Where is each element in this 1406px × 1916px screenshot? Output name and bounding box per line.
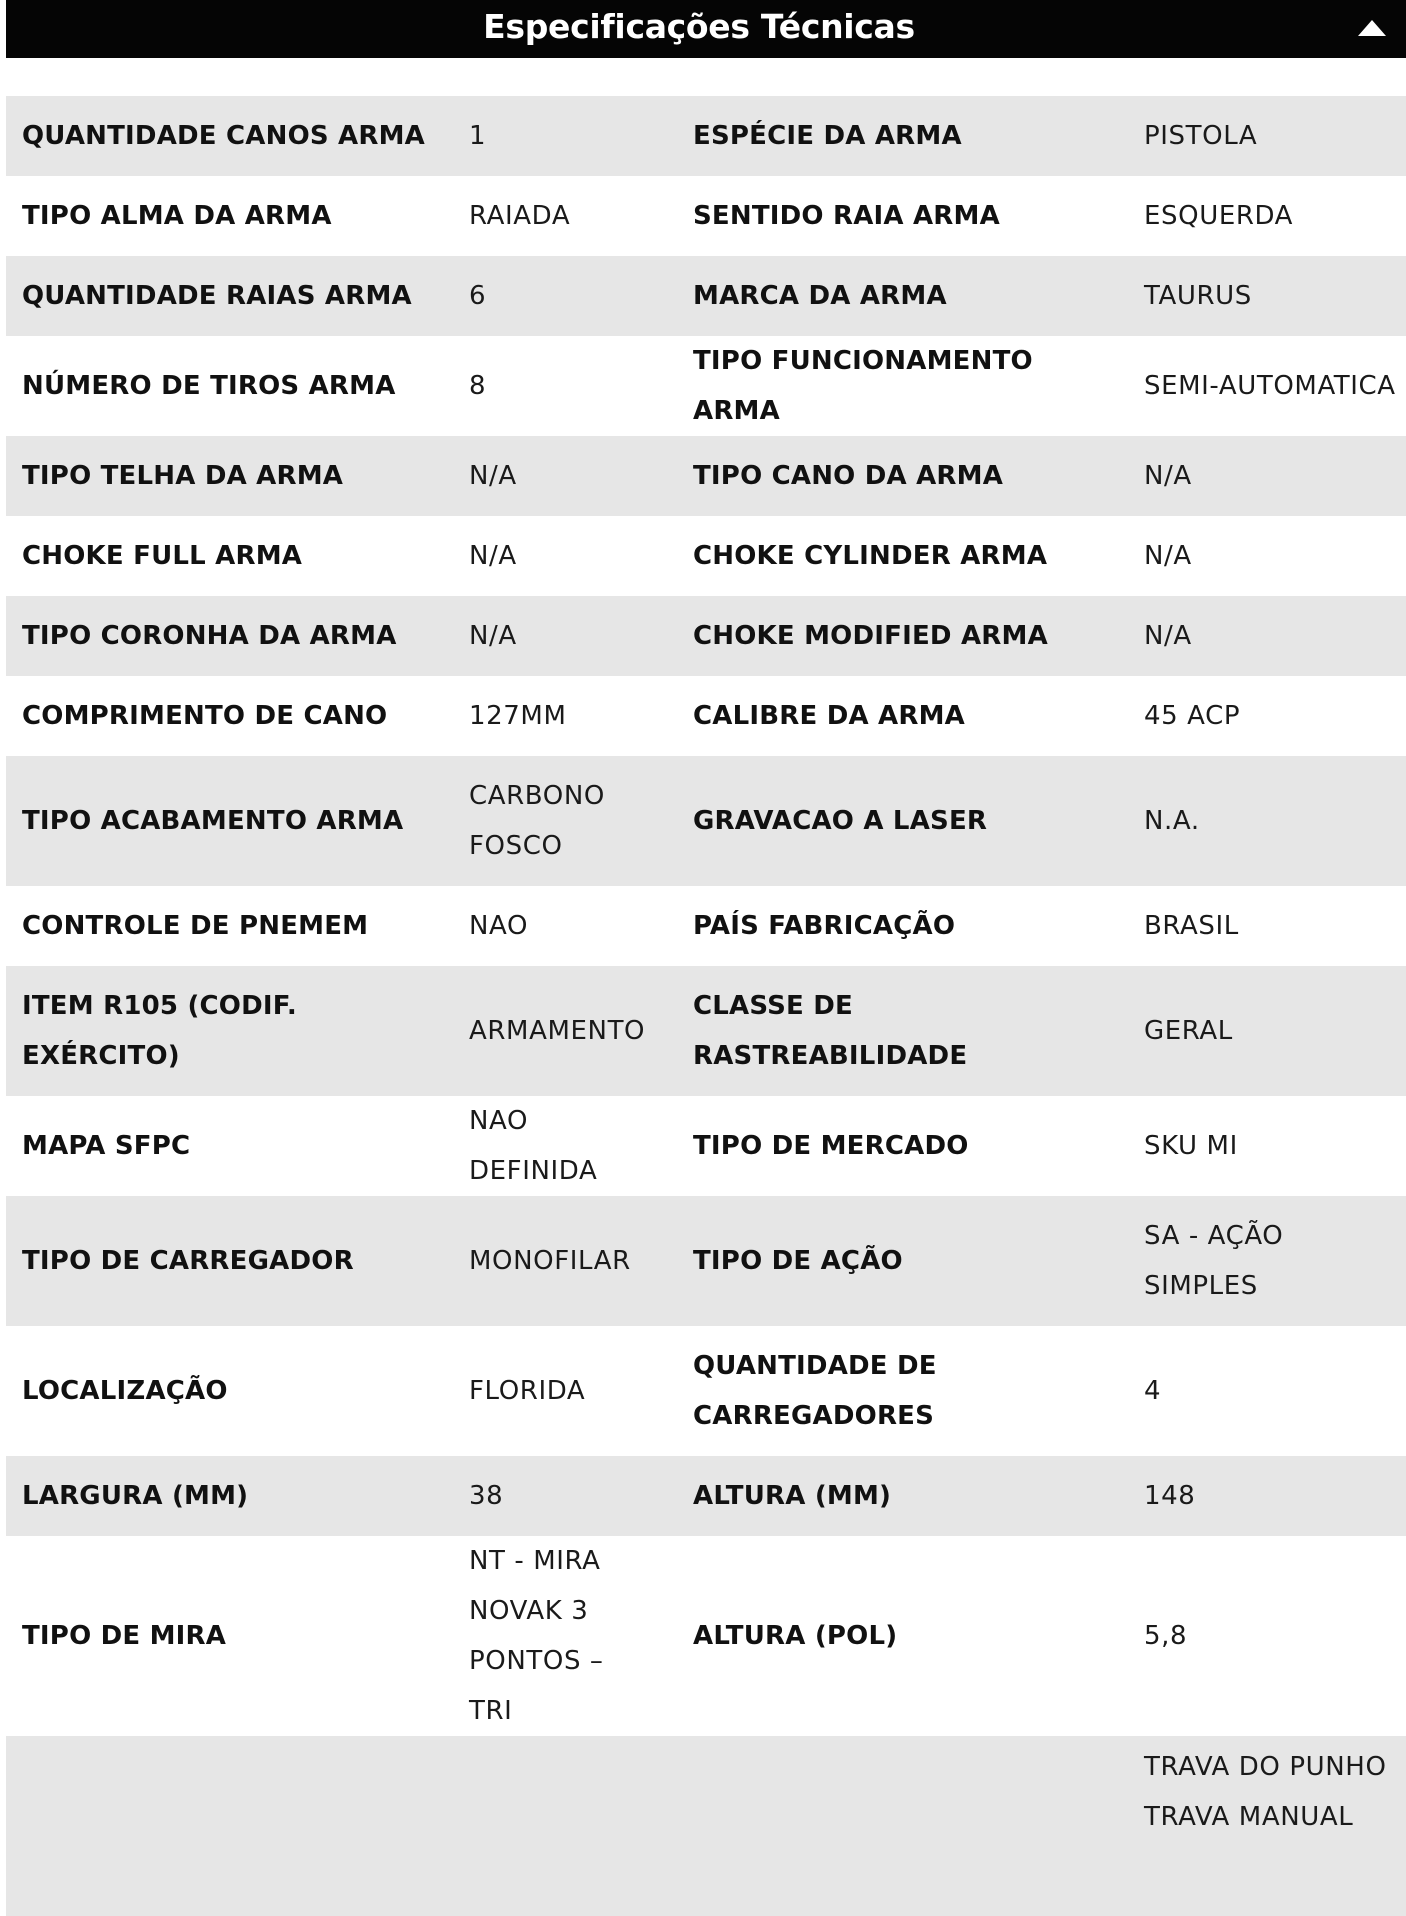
spec-value: TAURUS bbox=[1144, 281, 1252, 311]
spec-value: MONOFILAR bbox=[469, 1246, 631, 1276]
table-row bbox=[6, 966, 1406, 1096]
table-row bbox=[6, 1456, 1406, 1536]
spec-value: RAIADA bbox=[469, 201, 571, 231]
spec-value: SA - AÇÃO SIMPLES bbox=[1144, 1221, 1284, 1301]
spec-value: FLORIDA bbox=[469, 1376, 586, 1406]
spec-label: TIPO ACABAMENTO ARMA bbox=[22, 806, 404, 836]
spec-value: NAO bbox=[469, 911, 529, 941]
spec-value: 1 bbox=[469, 121, 487, 151]
page-title: Especificações Técnicas bbox=[483, 7, 915, 46]
spec-label: QUANTIDADE DE CARREGADORES bbox=[693, 1351, 937, 1431]
spec-label: TIPO FUNCIONAMENTO ARMA bbox=[693, 346, 1033, 426]
spec-label: MAPA SFPC bbox=[22, 1131, 191, 1161]
spec-label: CLASSE DE RASTREABILIDADE bbox=[693, 991, 968, 1071]
table-row bbox=[6, 596, 1406, 676]
spec-label: CHOKE FULL ARMA bbox=[22, 541, 303, 571]
spec-value: BRASIL bbox=[1144, 911, 1239, 941]
spec-label: CHOKE MODIFIED ARMA bbox=[693, 621, 1048, 651]
spec-label: CALIBRE DA ARMA bbox=[693, 701, 965, 731]
spec-label: CHOKE CYLINDER ARMA bbox=[693, 541, 1048, 571]
table-row bbox=[6, 1736, 1406, 1916]
spec-label: TIPO TELHA DA ARMA bbox=[22, 461, 344, 491]
specs-header[interactable] bbox=[6, 0, 1406, 58]
table-row bbox=[6, 886, 1406, 966]
table-row bbox=[6, 96, 1406, 176]
table-row bbox=[6, 756, 1406, 886]
table-row bbox=[6, 176, 1406, 256]
table-row bbox=[6, 1096, 1406, 1196]
spec-value: ARMAMENTO bbox=[469, 1016, 646, 1046]
spec-label: QUANTIDADE CANOS ARMA bbox=[22, 121, 425, 151]
table-row bbox=[6, 1536, 1406, 1736]
spec-value: N/A bbox=[1144, 621, 1192, 651]
collapse-arrow-icon[interactable] bbox=[1358, 20, 1386, 36]
spec-label: ITEM R105 (CODIF. EXÉRCITO) bbox=[22, 991, 297, 1071]
spec-label: ALTURA (POL) bbox=[693, 1621, 898, 1651]
spec-label: ESPÉCIE DA ARMA bbox=[693, 121, 962, 151]
table-row bbox=[6, 676, 1406, 756]
spec-value: TRAVA DO PUNHO TRAVA MANUAL bbox=[1144, 1752, 1387, 1832]
spec-label: MARCA DA ARMA bbox=[693, 281, 947, 311]
spec-label: TIPO DE MERCADO bbox=[693, 1131, 969, 1161]
spec-label: TIPO ALMA DA ARMA bbox=[22, 201, 332, 231]
spec-value: PISTOLA bbox=[1144, 121, 1258, 151]
spec-value: N/A bbox=[1144, 541, 1192, 571]
spec-value: N/A bbox=[469, 541, 517, 571]
spec-label: GRAVACAO A LASER bbox=[693, 806, 988, 836]
spec-value: 127MM bbox=[469, 701, 567, 731]
spec-label: PAÍS FABRICAÇÃO bbox=[693, 911, 956, 941]
spec-value: 6 bbox=[469, 281, 487, 311]
spec-value: GERAL bbox=[1144, 1016, 1233, 1046]
spec-value: 4 bbox=[1144, 1376, 1162, 1406]
spec-value: SKU MI bbox=[1144, 1131, 1238, 1161]
spec-value: CARBONO FOSCO bbox=[469, 781, 605, 861]
spec-label: QUANTIDADE RAIAS ARMA bbox=[22, 281, 412, 311]
spec-label bbox=[677, 1736, 1128, 1916]
spec-value: SEMI-AUTOMATICA bbox=[1144, 371, 1396, 401]
spec-value: 8 bbox=[469, 371, 487, 401]
spec-value: N.A. bbox=[1144, 806, 1200, 836]
spec-label: SENTIDO RAIA ARMA bbox=[693, 201, 1000, 231]
spec-value: 45 ACP bbox=[1144, 701, 1241, 731]
spec-label: TIPO DE AÇÃO bbox=[693, 1246, 903, 1276]
table-row bbox=[6, 256, 1406, 336]
spec-value: 38 bbox=[469, 1481, 504, 1511]
spec-label: COMPRIMENTO DE CANO bbox=[22, 701, 388, 731]
spec-value: NT - MIRA NOVAK 3 PONTOS – TRI bbox=[469, 1546, 604, 1726]
table-row bbox=[6, 1326, 1406, 1456]
spec-label: NÚMERO DE TIROS ARMA bbox=[22, 371, 396, 401]
spec-label: TIPO CORONHA DA ARMA bbox=[22, 621, 397, 651]
spec-label: TIPO DE CARREGADOR bbox=[22, 1246, 354, 1276]
spec-value: 148 bbox=[1144, 1481, 1196, 1511]
spec-value: N/A bbox=[1144, 461, 1192, 491]
table-row bbox=[6, 516, 1406, 596]
spec-label: TIPO CANO DA ARMA bbox=[693, 461, 1004, 491]
spec-value: N/A bbox=[469, 621, 517, 651]
spec-label bbox=[6, 1736, 453, 1916]
spec-label: ALTURA (MM) bbox=[693, 1481, 892, 1511]
spec-label: TIPO DE MIRA bbox=[22, 1621, 227, 1651]
table-row bbox=[6, 1196, 1406, 1326]
spec-label: CONTROLE DE PNEMEM bbox=[22, 911, 369, 941]
spec-value: NAO DEFINIDA bbox=[469, 1106, 598, 1186]
specs-table bbox=[6, 96, 1406, 1916]
spec-value: N/A bbox=[469, 461, 517, 491]
spec-value bbox=[453, 1736, 677, 1916]
spec-label: LARGURA (MM) bbox=[22, 1481, 249, 1511]
table-row bbox=[6, 336, 1406, 436]
spec-label: LOCALIZAÇÃO bbox=[22, 1376, 228, 1406]
spec-value: ESQUERDA bbox=[1144, 201, 1294, 231]
spec-value: 5,8 bbox=[1144, 1621, 1188, 1651]
table-row bbox=[6, 436, 1406, 516]
